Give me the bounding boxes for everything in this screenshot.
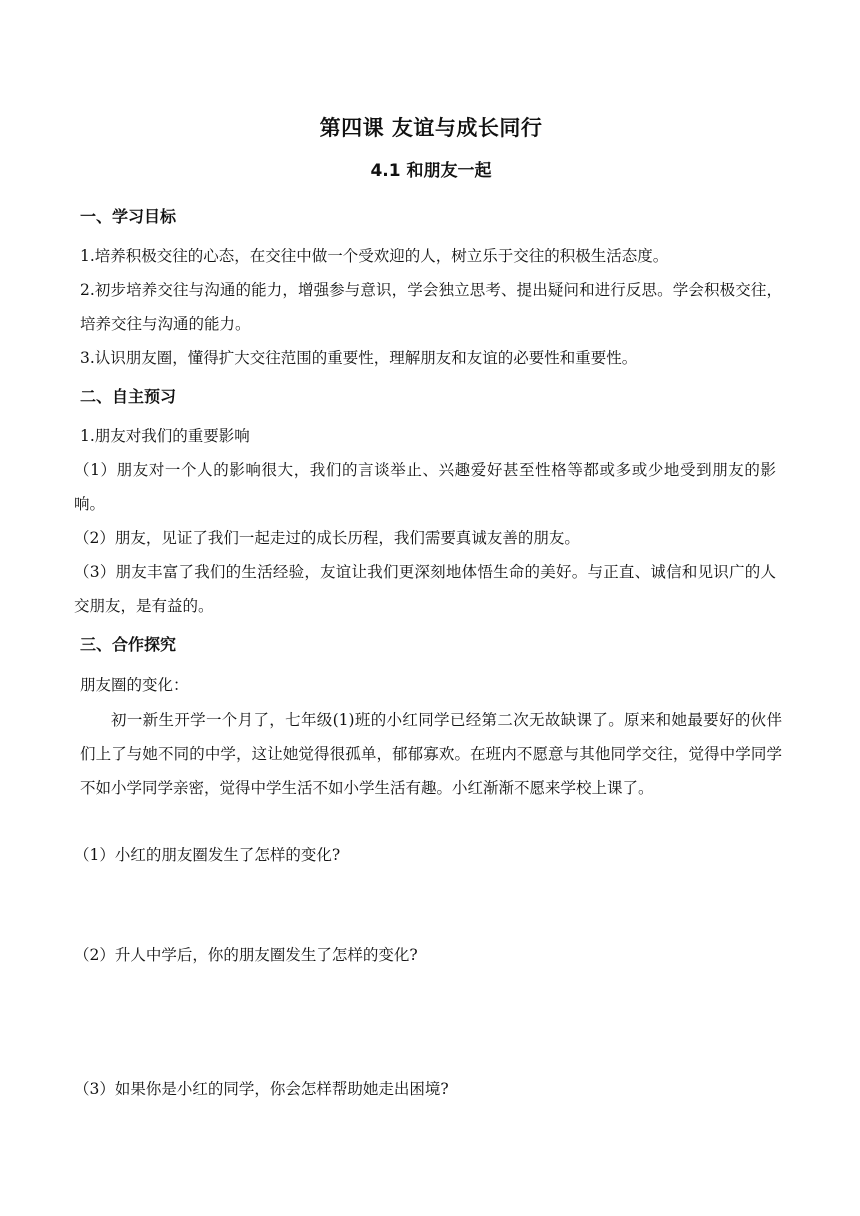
lesson-subtitle: 4.1 和朋友一起: [370, 161, 492, 181]
case-story: 初一新生开学一个月了，七年级(1)班的小红同学已经第二次无故缺课了。原来和她最要好的伙伴们上了与她不同的中学，这让她觉得很孤单，郁郁寡欢。在班内不愿意与其他同学交往，觉得中学同学不如小学同学亲密，觉得中学生活不如小学生活有趣。小红渐渐不愿来学校上课了。: [80, 711, 782, 797]
inquiry-intro: 朋友圈的变化：: [80, 676, 189, 694]
preview-item: 1.朋友对我们的重要影响: [80, 427, 250, 445]
lesson-title: 第四课 友谊与成长同行: [319, 116, 543, 140]
section-heading-preview: 二、自主预习: [80, 387, 177, 406]
question-item: （1）小红的朋友圈发生了怎样的变化?: [74, 846, 341, 864]
section-heading-inquiry: 三、合作探究: [80, 635, 177, 654]
objective-item: 1.培养积极交往的心态，在交往中做一个受欢迎的人，树立乐于交往的积极生活态度。: [80, 247, 669, 265]
question-item: （2）升人中学后，你的朋友圈发生了怎样的变化?: [74, 946, 418, 964]
preview-item: （2）朋友，见证了我们一起走过的成长历程，我们需要真诚友善的朋友。: [74, 529, 580, 547]
section-heading-objectives: 一、学习目标: [80, 207, 177, 226]
objective-item: 2.初步培养交往与沟通的能力，增强参与意识，学会独立思考、提出疑问和进行反思。学会积极交往，培养交往与沟通的能力。: [80, 281, 782, 333]
objective-item: 3.认识朋友圈，懂得扩大交往范围的重要性，理解朋友和友谊的必要性和重要性。: [80, 349, 638, 367]
preview-item: （1）朋友对一个人的影响很大，我们的言谈举止、兴趣爱好甚至性格等都或多或少地受到朋友的影响。: [74, 461, 776, 513]
document-page: [74, 0, 782, 1216]
preview-item: （3）朋友丰富了我们的生活经验，友谊让我们更深刻地体悟生命的美好。与正直、诚信和见识广的人交朋友，是有益的。: [74, 563, 776, 615]
question-item: （3）如果你是小红的同学，你会怎样帮助她走出困境?: [74, 1080, 449, 1098]
